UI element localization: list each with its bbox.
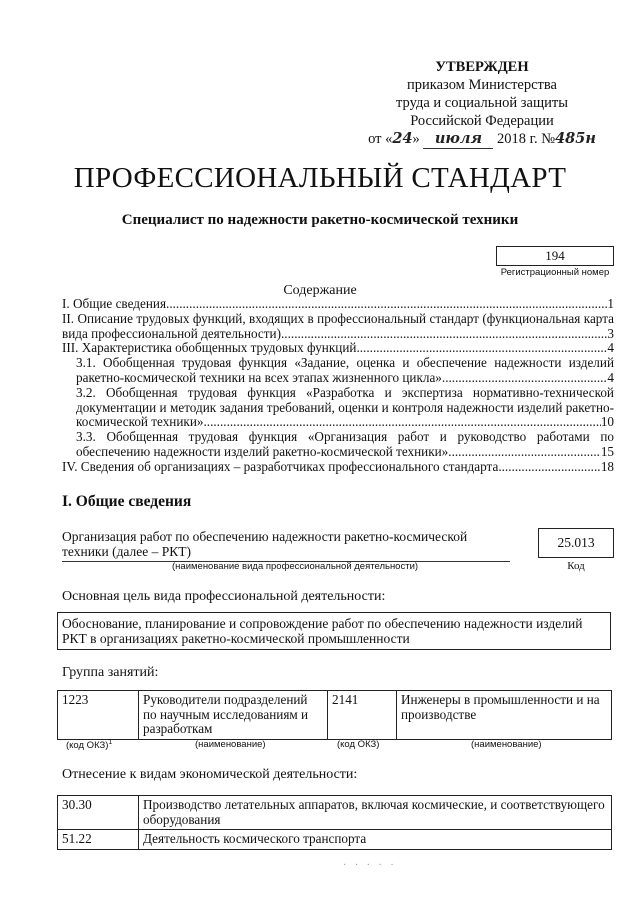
handwritten-day: 24 xyxy=(392,130,413,147)
approval-line-3: Российской Федерации xyxy=(410,113,554,129)
toc-page: 18 xyxy=(600,458,614,474)
document-title: ПРОФЕССИОНАЛЬНЫЙ СТАНДАРТ xyxy=(73,162,567,194)
name-caption: (наименование) xyxy=(195,739,266,750)
registration-number-box: 194 xyxy=(496,246,614,266)
toc-entry[interactable]: 3.2. Обобщенная трудовая функция «Разработка и экспертиза нормативно-технической документации и методик задания требований, оценки и контроля надежности изделий ракетно- космической техники» ..... 10 xyxy=(62,386,614,430)
toc-entry[interactable]: III. Характеристика обобщенных трудовых функций ..... 4 xyxy=(62,341,614,356)
name-caption: (наименование) xyxy=(471,739,542,750)
okz-code-caption: (код ОКЗ) xyxy=(337,739,380,750)
okved-name: Деятельность космического транспорта xyxy=(139,830,612,850)
goal-label: Основная цель вида профессиональной деятельности: xyxy=(62,589,386,604)
group-code: 1223 xyxy=(58,691,139,740)
occupation-caption: (наименование вида профессиональной деятельности) xyxy=(172,561,419,572)
group-name: Руководители подразделений по научным исследованиям и разработкам xyxy=(139,691,328,740)
handwritten-month: июля xyxy=(423,130,493,149)
goal-text-box: Обоснование, планирование и сопровождение работ по обеспечению надежности изделий РКТ в организациях ракетно-космической промышленности xyxy=(57,612,611,650)
table-of-contents xyxy=(62,297,614,475)
toc-entry[interactable]: IV. Сведения об организациях – разработчиках профессионального стандарта ..... 18 xyxy=(62,460,614,475)
group-name: Инженеры в промышленности и на производстве xyxy=(397,691,612,740)
code-label: Код xyxy=(567,560,585,572)
occupation-code-box: 25.013 xyxy=(538,528,614,558)
toc-page: 4 xyxy=(607,369,614,385)
registration-label: Регистрационный номер xyxy=(500,267,610,278)
table-row xyxy=(58,691,612,740)
toc-entry[interactable]: 3.3. Обобщенная трудовая функция «Организация работ и руководство работами по обеспечению надежности изделий ракетно-космической техники» ..... 15 xyxy=(62,430,614,460)
okved-name: Производство летательных аппаратов, включая космические, и соответствующего оборудования xyxy=(139,796,612,830)
okz-code-caption: (код ОКЗ)$^1$ xyxy=(66,739,113,752)
toc-entry[interactable]: 3.1. Обобщенная трудовая функция «Задание, оценка и обеспечение надежности изделий ракетно-космической техники на всех этапах жизненного цикла» ..... 4 xyxy=(62,356,614,386)
date-mid: » xyxy=(412,131,424,147)
footnote-marker: 1 xyxy=(108,739,113,746)
approval-line-2: труда и социальной защиты xyxy=(396,95,568,111)
toc-entry[interactable]: I. Общие сведения ..... 1 xyxy=(62,297,614,312)
toc-entry[interactable]: II. Описание трудовых функций, входящих в профессиональный стандарт (функциональная карта вида профессиональной деятельности) ..... 3 xyxy=(62,312,614,342)
okved-code: 51.22 xyxy=(58,830,139,850)
occupation-groups-table xyxy=(57,690,612,740)
year-text: 2018 г. № xyxy=(493,131,556,147)
handwritten-order-number: 485н xyxy=(555,130,596,147)
approval-date-line xyxy=(352,130,612,149)
approval-block xyxy=(352,58,612,149)
group-label: Группа занятий: xyxy=(62,665,159,680)
table-row xyxy=(58,796,612,830)
okved-code: 30.30 xyxy=(58,796,139,830)
toc-page: 15 xyxy=(600,443,614,459)
occupation-name: Организация работ по обеспечению надежности ракетно-космической техники (далее – РКТ) xyxy=(62,529,510,562)
toc-page: 1 xyxy=(607,296,614,311)
approval-heading: УТВЕРЖДЕН xyxy=(435,59,529,75)
economic-activity-table xyxy=(57,795,612,850)
date-prefix: от « xyxy=(368,131,393,147)
section-heading: I. Общие сведения xyxy=(62,493,192,510)
approval-line-1: приказом Министерства xyxy=(407,77,557,93)
faint-stamp-marks: · · · · · xyxy=(343,860,397,871)
group-code: 2141 xyxy=(328,691,397,740)
table-row xyxy=(58,830,612,850)
okved-label: Отнесение к видам экономической деятельности: xyxy=(62,767,358,782)
toc-page: 10 xyxy=(600,414,614,430)
document-subtitle: Специалист по надежности ракетно-космической техники xyxy=(121,212,519,228)
toc-title: Содержание xyxy=(283,283,357,298)
toc-page: 4 xyxy=(607,340,614,356)
toc-page: 3 xyxy=(607,325,614,341)
